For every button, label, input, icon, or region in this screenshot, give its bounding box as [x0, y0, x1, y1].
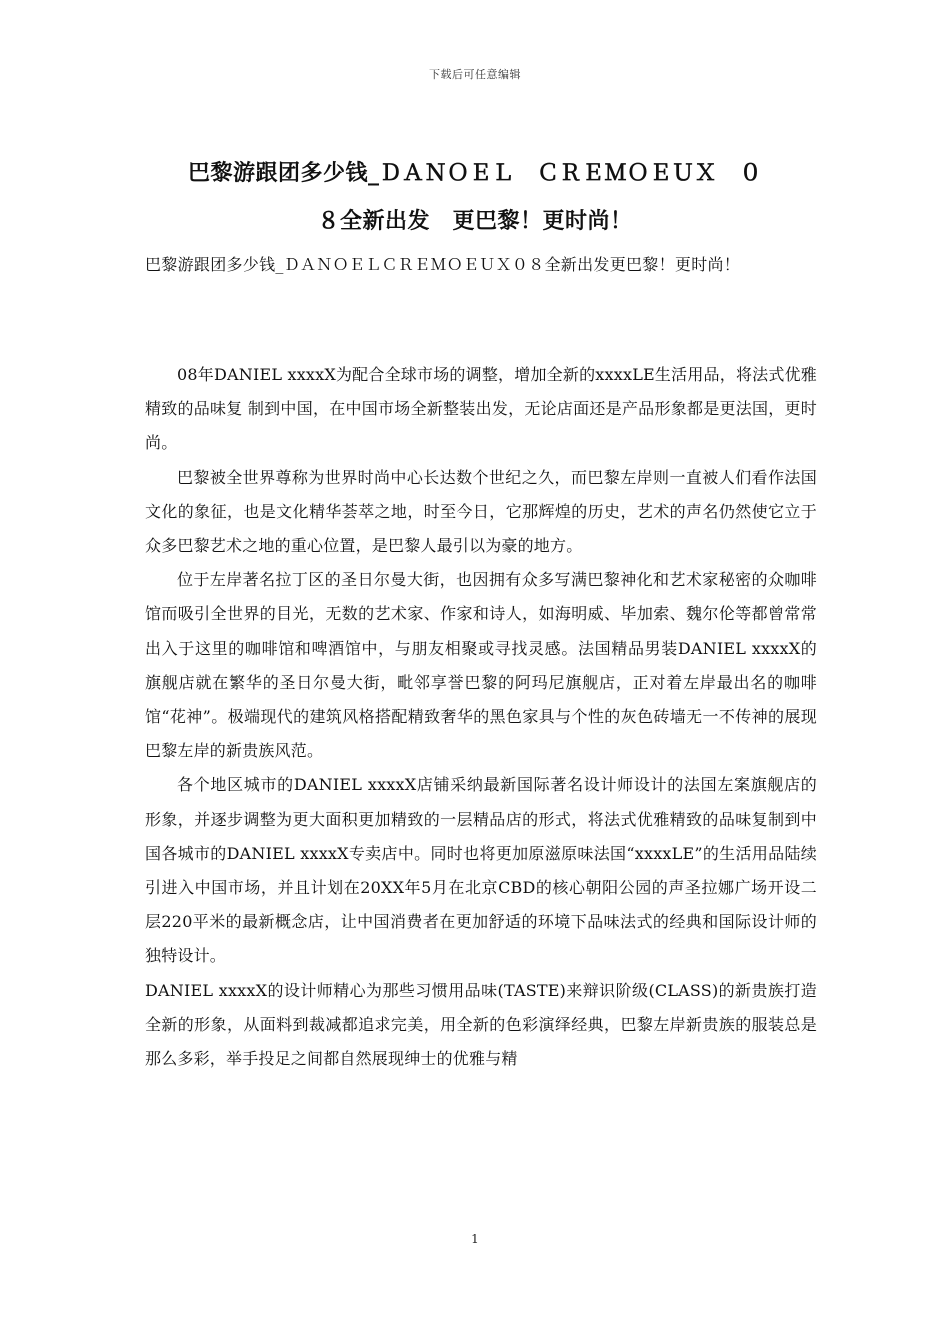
paragraph: 位于左岸著名拉丁区的圣日尔曼大街，也因拥有众多写满巴黎神化和艺术家秘密的众咖啡馆而吸引全世界的目光，无数的艺术家、作家和诗人，如海明威、毕加索、魏尔伦等都曾常常出入于这里的咖啡馆和啤酒馆中，与朋友相聚或寻找灵感。法国精品男装DANIEL xxxxX的旗舰店就在繁华的圣日尔曼大街，毗邻享誉巴黎的阿玛尼旗舰店，正对着左岸最出名的咖啡馆“花神”。极端现代的建筑风格搭配精致奢华的黑色家具与个性的灰色砖墙无一不传神的展现巴黎左岸的新贵族风范。: [145, 570, 817, 761]
paragraph: 巴黎被全世界尊称为世界时尚中心长达数个世纪之久，而巴黎左岸则一直被人们看作法国文化的象征，也是文化精华荟萃之地，时至今日，它那辉煌的历史，艺术的声名仍然使它立于众多巴黎艺术之地的重心位置，是巴黎人最引以为豪的地方。: [145, 467, 817, 556]
document-title: [140, 150, 810, 246]
document-subtitle: 巴黎游跟团多少钱_ＤＡＮＯＥＬＣＲＥＭＯＥＵＸ０８全新出发更巴黎！更时尚！: [145, 255, 741, 274]
title-line-2: ８全新出发 更巴黎！更时尚！: [317, 209, 633, 234]
page-number: 1: [471, 1232, 479, 1246]
document-body: [145, 358, 817, 1076]
header-note: 下载后可任意编辑: [429, 68, 521, 81]
paragraph: DANIEL xxxxX的设计师精心为那些习惯用品味(TASTE)来辩识阶级(CLASS)的新贵族打造全新的形象，从面料到裁减都追求完美，用全新的色彩演绎经典，巴黎左岸新贵族的服装总是那么多彩，举手投足之间都自然展现绅士的优雅与精: [145, 980, 817, 1069]
paragraph: 各个地区城市的DANIEL xxxxX店铺采纳最新国际著名设计师设计的法国左案旗舰店的形象，并逐步调整为更大面积更加精致的一层精品店的形式，将法式优雅精致的品味复制到中国各城市的DANIEL xxxxX专卖店中。同时也将更加原滋原味法国“xxxxLE”的生活用品陆续引进入中国市场，并且计划在20XX年5月在北京CBD的核心朝阳公园的声圣拉娜广场开设二层220平米的最新概念店，让中国消费者在更加舒适的环境下品味法式的经典和国际设计师的独特设计。: [145, 775, 817, 966]
paragraph: 08年DANIEL xxxxX为配合全球市场的调整，增加全新的xxxxLE生活用品，将法式优雅精致的品味复 制到中国，在中国市场全新整装出发，无论店面还是产品形象都是更法国，更时尚。: [145, 365, 817, 453]
title-line-1: 巴黎游跟团多少钱_ＤＡＮＯＥＬ ＣＲＥＭＯＥＵＸ ０: [187, 161, 762, 186]
